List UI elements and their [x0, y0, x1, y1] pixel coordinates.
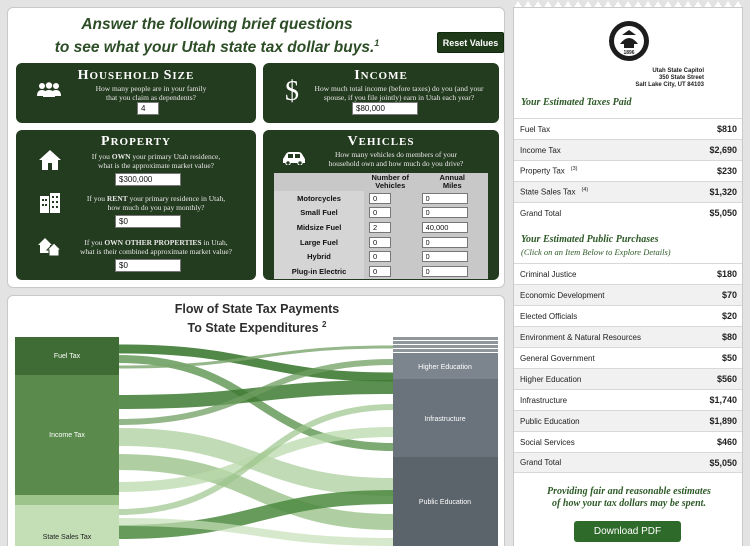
tax-row-grand-total: Grand Total $5,050: [514, 202, 743, 223]
property-title: PROPERTY: [101, 134, 171, 149]
tax-row-sales: State Sales Tax $^{(4)}$ $1,320: [514, 181, 743, 202]
closing-statement: Providing fair and reasonable estimates of how your tax dollars may be spent.: [547, 486, 711, 509]
purchase-item-social-services[interactable]: Social Services $460: [514, 431, 743, 452]
purchase-item-economic-development[interactable]: Economic Development $70: [514, 284, 743, 305]
own-value-input[interactable]: [115, 173, 181, 186]
vehicle-type-label: Small Fuel: [274, 206, 364, 221]
own-question: If you OWN your primary Utah residence, what is the approximate market value?: [91, 152, 221, 170]
annual-miles-input[interactable]: [422, 207, 468, 218]
tax-row-income: Income Tax $2,690: [514, 139, 743, 160]
income-card: [263, 63, 499, 123]
footnote-4: (4): [581, 187, 589, 194]
node-target-small-2[interactable]: [393, 341, 498, 344]
headline-line2: to see what your Utah state tax dollar buys.: [54, 39, 375, 57]
vehicle-count-input[interactable]: [369, 193, 391, 204]
annual-miles-input[interactable]: [422, 266, 468, 277]
node-target-small-4[interactable]: [393, 349, 498, 352]
tax-row-property: Property Tax $^{(3)}$ $230: [514, 160, 743, 181]
purchase-item-environment[interactable]: Environment & Natural Resources $80: [514, 326, 743, 347]
household-question: How many people are in your family that you claim as dependents?: [95, 84, 207, 102]
family-icon: [36, 82, 62, 100]
vehicles-card: [263, 130, 499, 280]
purchase-item-general-government[interactable]: General Government $50: [514, 347, 743, 368]
purchase-item-elected-officials[interactable]: Elected Officials $20: [514, 305, 743, 326]
headline-footnote: 1: [374, 38, 380, 48]
node-label-state-sales-tax: State Sales Tax: [42, 534, 92, 541]
vehicle-count-input[interactable]: [369, 237, 391, 248]
vehicle-row: [274, 206, 488, 221]
taxes-paid-heading: Your Estimated Taxes Paid: [521, 97, 632, 108]
sankey-diagram: [8, 337, 505, 546]
car-icon: [281, 151, 307, 165]
vehicle-count-input[interactable]: [369, 222, 391, 233]
vehicles-title: VEHICLES: [347, 134, 415, 149]
annual-miles-input[interactable]: [422, 237, 468, 248]
node-label-higher-education: Higher Education: [418, 364, 472, 371]
purchase-row-grand-total: Grand Total $5,050: [514, 452, 743, 473]
purchase-item-infrastructure[interactable]: Infrastructure $1,740: [514, 389, 743, 410]
purchase-item-higher-education[interactable]: Higher Education $560: [514, 368, 743, 389]
vehicle-type-label: Motorcycles: [274, 191, 364, 206]
tax-row-fuel: Fuel Tax $810: [514, 118, 743, 139]
flow-title: Flow of State Tax Payments To State Expenditures $^2$: [174, 302, 340, 336]
vehicle-count-header: Number of Vehicles: [364, 173, 417, 191]
node-label-infrastructure: Infrastructure: [424, 416, 466, 423]
node-target-small-1[interactable]: [393, 337, 498, 340]
node-label-public-education: Public Education: [418, 499, 472, 506]
public-purchases-subheading: (Click on an Item Below to Explore Details): [521, 247, 671, 257]
vehicle-type-label: Midsize Fuel: [274, 220, 364, 235]
seal-year: 1896: [623, 50, 635, 56]
capitol-address: Utah State Capitol 350 State Street Salt Lake City, UT 84103: [635, 68, 704, 88]
annual-miles-input[interactable]: [422, 193, 468, 204]
apartment-icon: [39, 193, 61, 213]
vehicles-table: [274, 173, 488, 279]
node-property-tax[interactable]: [15, 495, 119, 505]
download-pdf-button[interactable]: Download PDF: [574, 521, 681, 542]
annual-miles-input[interactable]: [422, 222, 468, 233]
property-card: [16, 130, 256, 280]
utah-state-seal: [608, 20, 650, 62]
vehicle-row: [274, 264, 488, 279]
vehicle-row: [274, 220, 488, 235]
node-label-income-tax: Income Tax: [49, 432, 85, 439]
dollar-icon: $: [285, 76, 299, 107]
rent-value-input[interactable]: [115, 215, 181, 228]
questions-panel: [7, 7, 505, 288]
vehicle-count-input[interactable]: [369, 207, 391, 218]
sankey-source-nodes: [15, 337, 119, 546]
headline: [8, 16, 426, 57]
vehicle-row: [274, 249, 488, 264]
vehicle-type-label: Hybrid: [274, 249, 364, 264]
footnote-3: (3): [570, 166, 578, 173]
node-target-small-3[interactable]: [393, 345, 498, 348]
vehicle-row: [274, 191, 488, 206]
purchase-item-criminal-justice[interactable]: Criminal Justice $180: [514, 263, 743, 284]
income-input[interactable]: [352, 102, 418, 115]
house-icon: [38, 149, 62, 171]
household-size-card: [16, 63, 256, 123]
annual-miles-input[interactable]: [422, 251, 468, 262]
rent-question: If you RENT your primary residence in Utah, how much do you pay monthly?: [86, 194, 226, 212]
receipt-panel: [513, 7, 743, 546]
household-size-input[interactable]: [137, 102, 159, 115]
annual-miles-header: Annual Miles: [417, 173, 488, 191]
vehicle-count-input[interactable]: [369, 266, 391, 277]
node-label-fuel-tax: Fuel Tax: [53, 353, 81, 360]
sankey-links: [119, 347, 393, 542]
vehicles-question: How many vehicles do members of your household own and how much do you drive?: [328, 150, 464, 168]
flow-panel: [7, 295, 505, 546]
vehicle-type-label: Plug-in Electric: [274, 264, 364, 279]
other-properties-input[interactable]: [115, 259, 181, 272]
vehicle-row: [274, 235, 488, 250]
headline-line1: Answer the following brief questions: [81, 16, 353, 33]
sankey-target-nodes: [393, 337, 498, 546]
vehicle-count-input[interactable]: [369, 251, 391, 262]
household-size-title: HOUSEHOLD SIZE: [77, 68, 195, 83]
income-question: How much total income (before taxes) do you (and your spouse, if you file jointly) earn in Utah each year?: [314, 84, 484, 102]
income-title: INCOME: [354, 68, 408, 83]
vehicle-type-label: Large Fuel: [274, 235, 364, 250]
purchase-item-public-education[interactable]: Public Education $1,890: [514, 410, 743, 431]
other-properties-question: If you OWN OTHER PROPERTIES in Utah, what is their combined approximate market value?: [79, 238, 233, 256]
reset-values-button[interactable]: Reset Values: [437, 32, 504, 53]
public-purchases-heading: Your Estimated Public Purchases: [521, 234, 659, 245]
properties-icon: [37, 235, 63, 257]
